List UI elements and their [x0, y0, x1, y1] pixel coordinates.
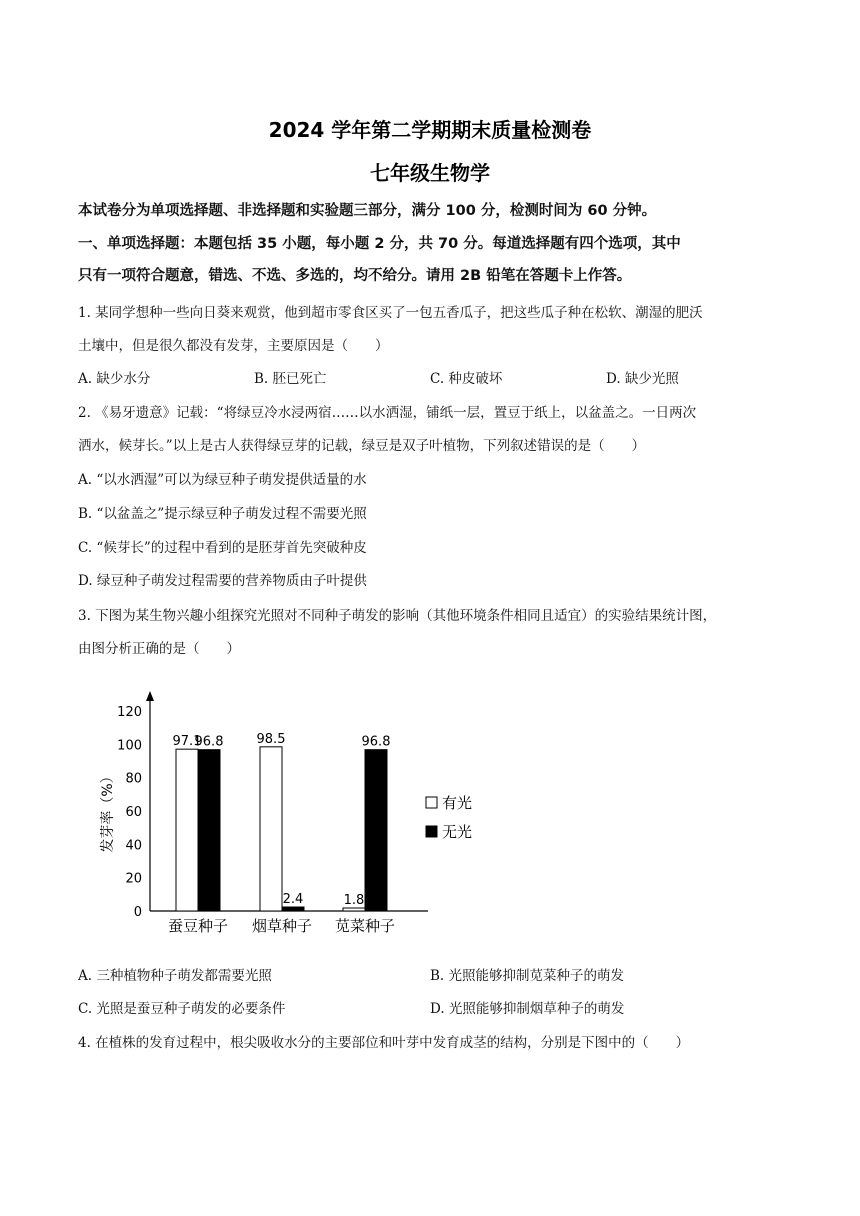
- section-heading-line2: 只有一项符合题意，错选、不选、多选的，均不给分。请用 2B 铅笔在答题卡上作答。: [78, 268, 632, 284]
- question-1-stem-line1: 1. 某同学想种一些向日葵来观赏，他到超市零食区买了一包五香瓜子，把这些瓜子种在松软、潮湿的肥沃: [78, 305, 703, 321]
- question-3-option-a: A. 三种植物种子萌发都需要光照: [78, 968, 272, 984]
- legend-label: 有光: [442, 794, 473, 812]
- category-label: 烟草种子: [251, 917, 313, 935]
- question-3-option-b: B. 光照能够抑制苋菜种子的萌发: [430, 968, 625, 984]
- question-2-stem-line1: 2. 《易牙遗意》记载：“将绿豆冷水浸两宿……以水洒湿，铺纸一层，置豆于纸上，以盆盖之。一日两次: [78, 405, 697, 421]
- bar-light: [260, 747, 282, 911]
- exam-title: 2024 学年第二学期期末质量检测卷: [268, 118, 592, 142]
- data-label: 1.8: [343, 893, 365, 908]
- data-label: 96.8: [361, 734, 391, 750]
- question-2-option-c: C. “候芽长”的过程中看到的是胚芽首先突破种皮: [78, 540, 367, 556]
- question-3-option-c: C. 光照是蚕豆种子萌发的必要条件: [78, 1001, 286, 1017]
- bar-light: [176, 749, 198, 911]
- data-label: 96.8: [194, 734, 224, 750]
- germination-bar-chart: [90, 685, 510, 940]
- question-3-stem-line2: 由图分析正确的是（ ）: [78, 641, 240, 657]
- y-axis-arrow: [146, 691, 154, 701]
- question-1-option-d: D. 缺少光照: [606, 371, 679, 387]
- bar-light: [343, 908, 365, 911]
- y-tick-label: 20: [125, 871, 142, 887]
- bar-dark: [365, 750, 387, 911]
- category-label: 苋菜种子: [334, 917, 396, 935]
- data-label: 2.4: [282, 892, 304, 907]
- exam-subtitle: 七年级生物学: [370, 161, 490, 185]
- y-tick-label: 120: [117, 705, 142, 720]
- section-heading-line1: 一、单项选择题：本题包括 35 小题，每小题 2 分，共 70 分。每道选择题有四个选项，其中: [78, 236, 681, 252]
- question-2-option-b: B. “以盆盖之”提示绿豆种子萌发过程不需要光照: [78, 506, 367, 522]
- question-1-option-a: A. 缺少水分: [78, 371, 151, 387]
- question-2-stem-line2: 洒水，候芽长。”以上是古人获得绿豆芽的记载，绿豆是双子叶植物，下列叙述错误的是（ ）: [78, 438, 646, 454]
- data-label: 98.5: [256, 731, 286, 747]
- y-tick-label: 0: [133, 905, 142, 920]
- data-label: 97.1: [172, 734, 202, 750]
- question-2-option-a: A. “以水洒湿”可以为绿豆种子萌发提供适量的水: [78, 472, 367, 488]
- question-4-stem: 4. 在植株的发育过程中，根尖吸收水分的主要部位和叶芽中发育成茎的结构，分别是下图中的（ ）: [78, 1035, 690, 1051]
- question-3-option-d: D. 光照能够抑制烟草种子的萌发: [430, 1001, 625, 1017]
- bar-dark: [198, 750, 220, 911]
- y-axis-label: 发芽率（%）: [100, 769, 116, 853]
- y-tick-label: 80: [125, 771, 142, 787]
- y-tick-label: 40: [125, 838, 142, 854]
- legend-label: 无光: [442, 823, 473, 841]
- question-1-stem-line2: 土壤中，但是很久都没有发芽，主要原因是（ ）: [78, 338, 389, 354]
- legend-swatch: [426, 826, 437, 837]
- bar-dark: [282, 907, 304, 911]
- question-3-stem-line1: 3. 下图为某生物兴趣小组探究光照对不同种子萌发的影响（其他环境条件相同且适宜）的实验结果统计图，: [78, 608, 717, 624]
- legend-swatch: [426, 797, 437, 808]
- exam-intro: 本试卷分为单项选择题、非选择题和实验题三部分，满分 100 分，检测时间为 60 分钟。: [78, 203, 657, 219]
- y-tick-label: 60: [125, 805, 142, 820]
- question-2-option-d: D. 绿豆种子萌发过程需要的营养物质由子叶提供: [78, 573, 367, 589]
- category-label: 蚕豆种子: [167, 917, 229, 935]
- y-tick-label: 100: [117, 738, 142, 754]
- question-1-option-c: C. 种皮破坏: [430, 371, 503, 387]
- question-1-option-b: B. 胚已死亡: [254, 371, 327, 387]
